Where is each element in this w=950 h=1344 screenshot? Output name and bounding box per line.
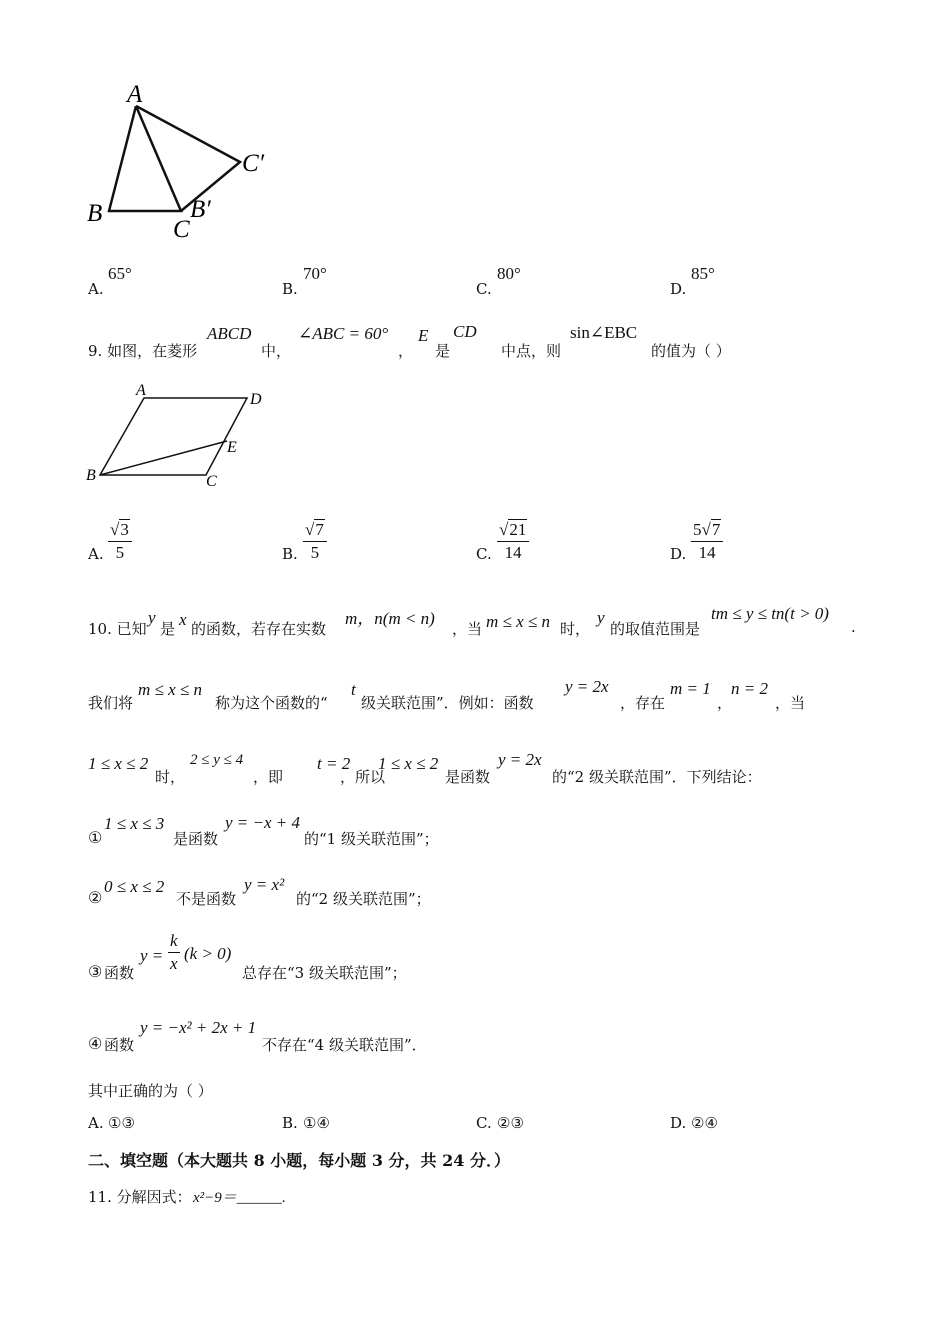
q10-math: y = 2x (498, 750, 542, 769)
q10-math: y (597, 608, 605, 627)
q10-text: 时， (560, 620, 591, 638)
q10-math: y = x² (244, 875, 285, 894)
q8-option-b-letter[interactable]: B. (282, 280, 298, 298)
q10-math: t (351, 680, 356, 699)
q9-option-c-letter[interactable]: C. (476, 545, 492, 563)
q10-text: 的取值范围是 (610, 620, 701, 638)
radicand: 21 (509, 520, 527, 539)
circled-number-3: ③ (88, 962, 103, 981)
q10-text: 级关联范围”．例如：函数 (361, 694, 534, 712)
q10-text: 的“2 级关联范围”； (296, 890, 431, 908)
q8-option-a-letter[interactable]: A. (88, 280, 104, 298)
fraction-k-over-x (168, 930, 180, 975)
denominator: 5 (115, 543, 125, 562)
q10-text: ，所以 (340, 768, 386, 786)
q10-text: 函数 (104, 1036, 135, 1054)
label-c-prime: C′ (242, 150, 265, 177)
q10-option-a-value: ①③ (108, 1114, 135, 1132)
q10-text: ，存在 (620, 694, 666, 712)
q9-text-6: 的值为（ ） (651, 342, 731, 360)
q9-text-5: 中点，则 (501, 342, 562, 360)
q10-math: y = −x + 4 (225, 813, 301, 832)
q11-math (193, 1186, 286, 1207)
q10-text: 函数 (104, 964, 135, 982)
q10-math: (k > 0) (184, 944, 232, 963)
rhombus-abcd (100, 398, 247, 475)
q10-option-a-letter[interactable]: A. (88, 1114, 104, 1132)
q9-option-c-fraction: $\frac{√21}{14}$ (497, 519, 529, 564)
q10-text: 是 (160, 620, 176, 638)
section-heading-fill-in: 二、填空题（本大题共 8 小题，每小题 3 分，共 24 分．） (88, 1151, 510, 1170)
q9-option-b-fraction: $\frac{√7}{5}$ (303, 519, 327, 564)
q10-text: 不是函数 (176, 890, 237, 908)
q10-math: x (179, 610, 187, 629)
q10-math: y (148, 608, 156, 627)
q10-option-b-letter[interactable]: B. (282, 1114, 298, 1132)
q9-math-angle: ∠ABC = 60° (298, 324, 389, 343)
q10-math: n = 2 (731, 679, 768, 698)
q9-option-a-letter[interactable]: A. (88, 545, 104, 563)
q9-math-cd: CD (453, 322, 477, 341)
triangle-abc (109, 106, 181, 211)
q9-text-4: 是 (435, 342, 451, 360)
q10-math: m = 1 (670, 679, 711, 698)
label-b: B (87, 200, 103, 227)
denominator: 14 (698, 543, 716, 562)
circled-number-1: ① (88, 828, 103, 847)
q8-option-c-value: 80° (497, 264, 521, 283)
q10-math: y = −x² + 2x + 1 (140, 1018, 257, 1037)
q11-expression: x²−9＝ (193, 1190, 237, 1206)
q9-text-2: 中， (261, 342, 292, 360)
q10-text: 时， (155, 768, 186, 786)
q10-text: 10. 已知 (88, 620, 147, 638)
q8-option-d-value: 85° (691, 264, 715, 283)
triangle-ab-c-prime (136, 106, 240, 211)
q10-option-c-value: ②③ (497, 1114, 524, 1132)
q9-option-b-letter[interactable]: B. (282, 545, 298, 563)
circled-number-4: ④ (88, 1034, 103, 1053)
q9-text-1: 9. 如图，在菱形 (88, 342, 198, 360)
q8-option-a-value: 65° (108, 264, 132, 283)
label-d: D (250, 391, 262, 408)
q11-answer-blank[interactable]: ______ (236, 1190, 282, 1206)
q10-option-d-value: ②④ (691, 1114, 718, 1132)
q10-text: ，即 (253, 768, 284, 786)
q10-text: ， (717, 694, 733, 712)
q9-math-abcd: ABCD (207, 324, 252, 343)
q10-math: t = 2 (317, 754, 351, 773)
q10-text: 的函数，若存在实数 (191, 620, 327, 638)
q10-text: 总存在“3 级关联范围”； (242, 964, 407, 982)
q8-option-d-letter[interactable]: D. (670, 280, 687, 298)
q10-math: m，n(m < n) (345, 609, 435, 628)
label-c: C (206, 473, 217, 490)
q10-option-b-value: ①④ (303, 1114, 330, 1132)
q9-math-sin: sin∠EBC (570, 323, 638, 342)
denominator: 5 (310, 543, 320, 562)
label-a: A (127, 81, 143, 108)
figure-q8-triangles (80, 74, 280, 244)
radicand: 7 (315, 520, 324, 539)
numerator: k (168, 930, 180, 953)
q11-text: 11. 分解因式： (88, 1188, 192, 1206)
q10-math: 2 ≤ y ≤ 4 (190, 752, 244, 768)
label-b-prime: B′ (190, 196, 211, 223)
q10-option-c-letter[interactable]: C. (476, 1114, 492, 1132)
q8-option-b-value: 70° (303, 264, 327, 283)
q10-text: ，当 (452, 620, 483, 638)
q10-text: 的“2 级关联范围”．下列结论： (552, 768, 762, 786)
q10-option-d-letter[interactable]: D. (670, 1114, 687, 1132)
q10-math: 1 ≤ x ≤ 2 (88, 754, 149, 773)
q9-option-a-fraction: $\frac{√3}{5}$ (108, 519, 132, 564)
q10-math: 1 ≤ x ≤ 3 (104, 814, 165, 833)
q10-math: m ≤ x ≤ n (486, 612, 550, 631)
q10-text: 是函数 (173, 830, 219, 848)
figure-q9-rhombus (80, 378, 280, 493)
q10-math: m ≤ x ≤ n (138, 680, 202, 699)
label-e: E (227, 439, 237, 456)
label-b: B (86, 467, 96, 484)
q9-math-e: E (418, 326, 429, 345)
label-a: A (136, 382, 146, 399)
q10-text: 不存在“4 级关联范围”． (262, 1036, 427, 1054)
radicand: 3 (120, 520, 129, 539)
q11-period: . (281, 1190, 286, 1206)
q10-question: 其中正确的为（ ） (88, 1082, 213, 1100)
coefficient: 5 (693, 520, 702, 539)
q10-text: 称为这个函数的“ (215, 694, 328, 712)
denominator: x (170, 954, 178, 973)
q10-text: 是函数 (445, 768, 491, 786)
q10-math: 1 ≤ x ≤ 2 (378, 754, 439, 773)
q10-math: tm ≤ y ≤ tn(t > 0) (711, 604, 829, 623)
q9-option-d-letter[interactable]: D. (670, 545, 687, 563)
radicand: 7 (711, 520, 721, 539)
q10-text: 我们将 (88, 694, 134, 712)
q10-text: 的“1 级关联范围”； (304, 830, 439, 848)
q10-math: 0 ≤ x ≤ 2 (104, 877, 165, 896)
label-c: C (173, 216, 190, 243)
circled-number-2: ② (88, 888, 103, 907)
q8-option-c-letter[interactable]: C. (476, 280, 492, 298)
q10-text: ，当 (775, 694, 806, 712)
denominator: 14 (504, 543, 522, 562)
q10-math: y = 2x (565, 677, 609, 696)
q10-math: y = (140, 946, 164, 965)
q9-option-d-fraction: $\frac{5√7}{14}$ (691, 519, 723, 564)
q10-text: . (851, 618, 856, 636)
q9-text-3: ， (398, 342, 414, 360)
